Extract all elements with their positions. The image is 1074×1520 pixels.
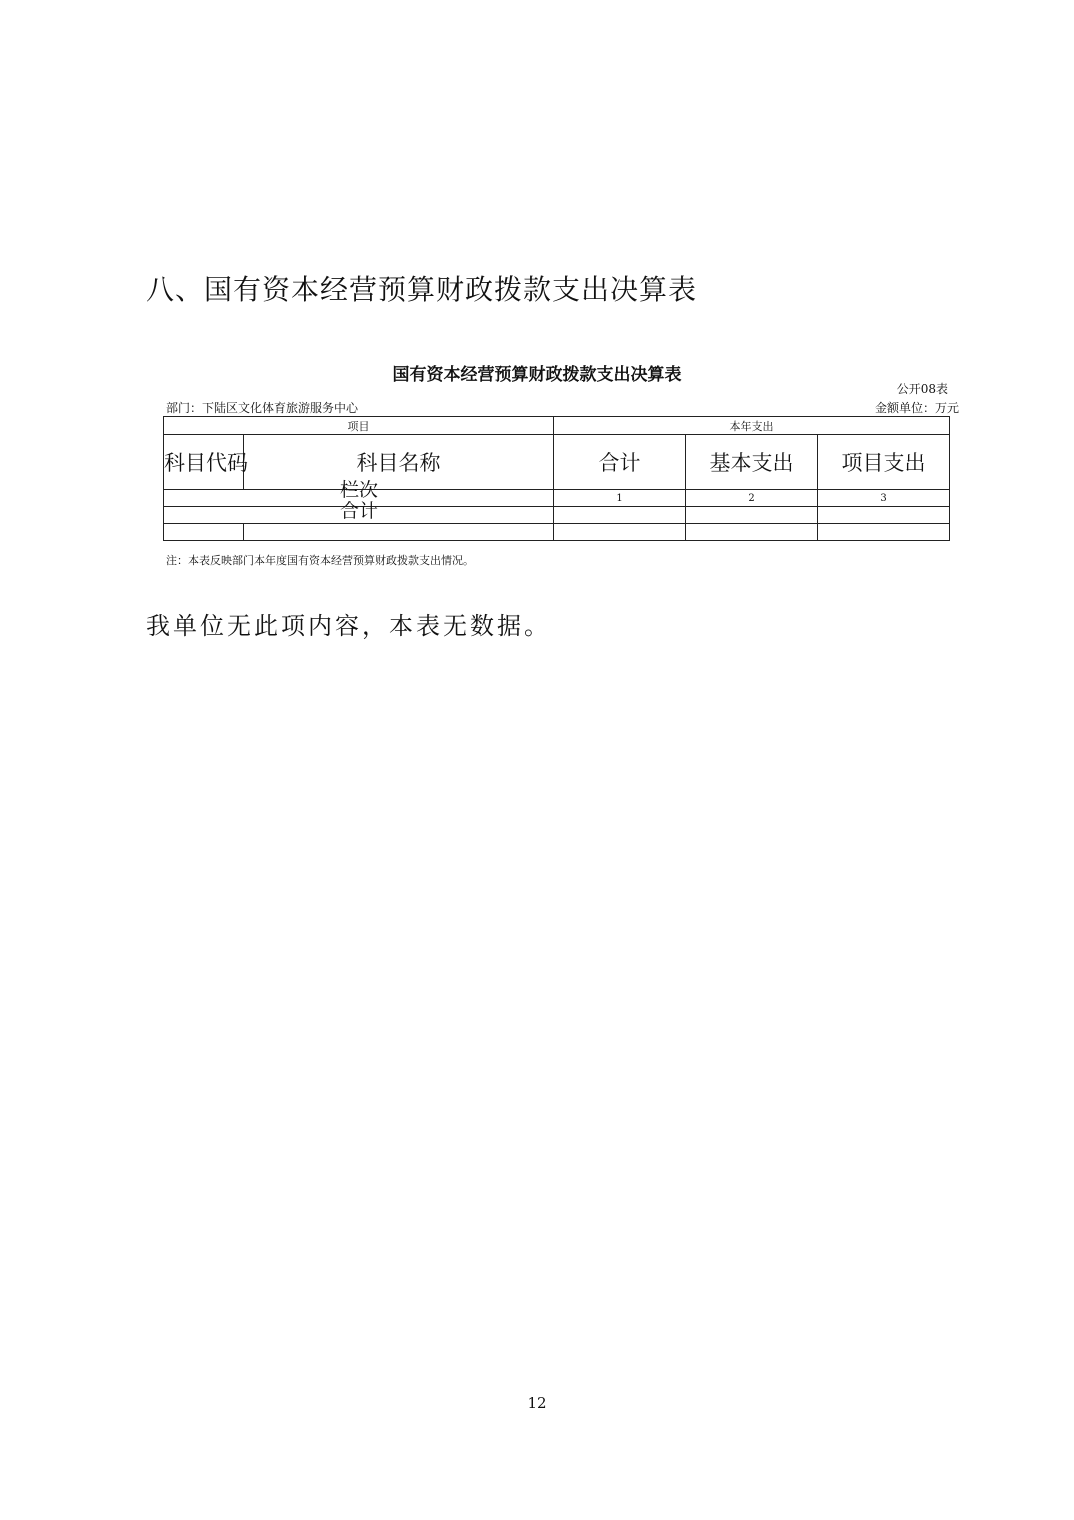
empty-total-cell bbox=[554, 524, 686, 541]
total-label-cell bbox=[164, 500, 554, 524]
header-project-expenditure: 项目支出 bbox=[818, 435, 950, 490]
total-cell bbox=[554, 507, 686, 524]
empty-project-cell bbox=[818, 524, 950, 541]
header-item-group: 项目 bbox=[164, 417, 554, 435]
unit-label: 金额单位：万元 bbox=[874, 401, 959, 415]
expenditure-table bbox=[163, 416, 950, 541]
header-subject-name: 科目名称 bbox=[244, 435, 554, 490]
form-number: 公开08表 bbox=[896, 382, 948, 396]
header-basic-expenditure: 基本支出 bbox=[686, 435, 818, 490]
table-title: 国有资本经营预算财政拨款支出决算表 bbox=[392, 365, 682, 385]
empty-code-cell bbox=[164, 524, 244, 541]
section-heading: 八、国有资本经营预算财政拨款支出决算表 bbox=[146, 273, 698, 306]
empty-name-cell bbox=[244, 524, 554, 541]
department-label: 部门：下陆区文化体育旅游服务中心 bbox=[166, 401, 359, 415]
empty-basic-cell bbox=[686, 524, 818, 541]
header-subject-code: 科目代码 bbox=[164, 435, 244, 490]
table-note: 注：本表反映部门本年度国有资本经营预算财政拨款支出情况。 bbox=[166, 554, 474, 567]
total-project-cell bbox=[818, 507, 950, 524]
header-total: 合计 bbox=[554, 435, 686, 490]
row-index-label: 栏次 bbox=[340, 479, 379, 501]
page-number: 12 bbox=[527, 1394, 547, 1412]
header-expenditure-group: 本年支出 bbox=[554, 417, 950, 435]
no-data-statement: 我单位无此项内容，本表无数据。 bbox=[146, 612, 551, 640]
col-number-3: 3 bbox=[818, 490, 950, 507]
total-basic-cell bbox=[686, 507, 818, 524]
col-number-2: 2 bbox=[686, 490, 818, 507]
total-label: 合计 bbox=[340, 500, 379, 522]
col-number-1: 1 bbox=[554, 490, 686, 507]
